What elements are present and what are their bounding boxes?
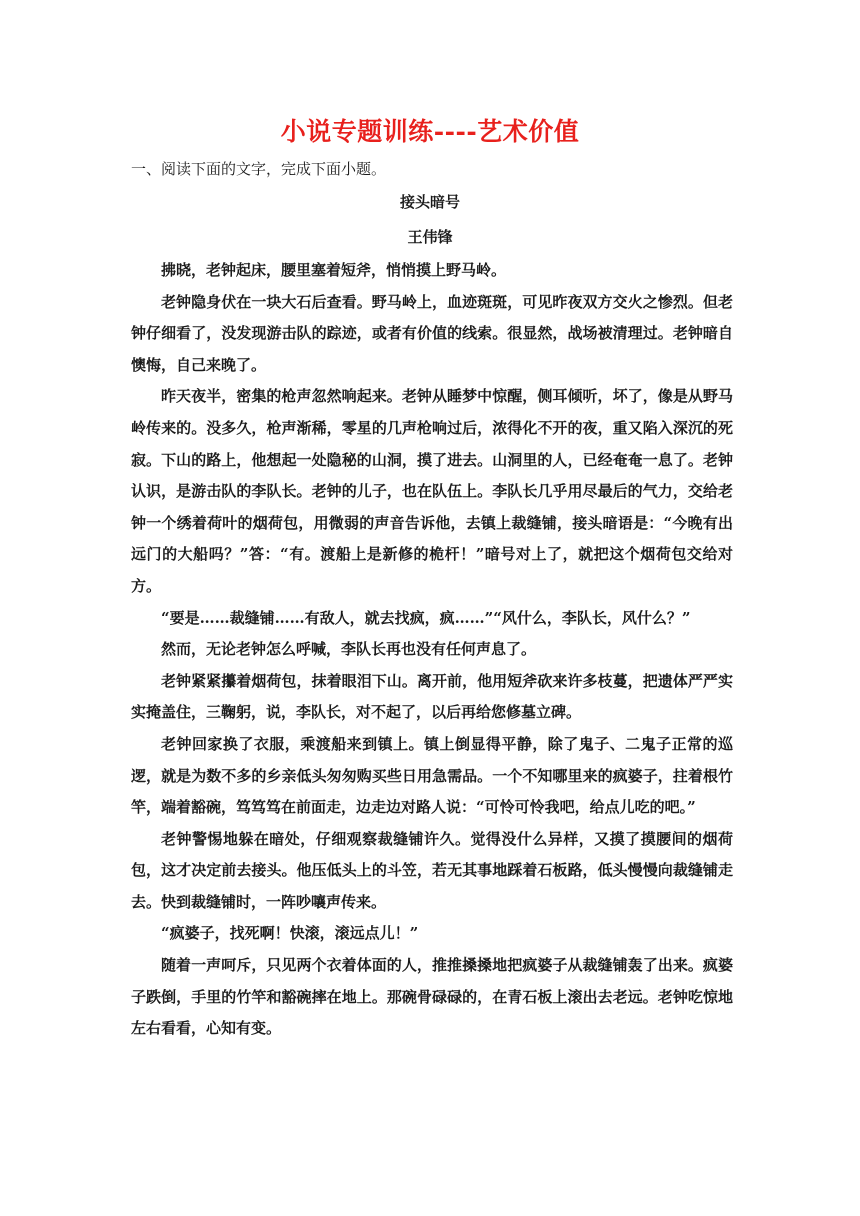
paragraph: 老钟警惕地躲在暗处，仔细观察裁缝铺许久。觉得没什么异样，又摸了摸腰间的烟荷包，这才决定前去接头。他压低头上的斗笠，若无其事地踩着石板路，低头慢慢向裁缝铺走去。快到裁缝铺时，一阵吵嚷声传来。	[131, 829, 733, 911]
story-body	[131, 255, 733, 1045]
document-title: 小说专题训练----艺术价值	[280, 117, 580, 146]
paragraph: “疯婆子，找死啊！快滚，滚远点儿！”	[161, 924, 419, 943]
paragraph: 老钟隐身伏在一块大石后查看。野马岭上，血迹斑斑，可见昨夜双方交火之惨烈。但老钟仔细看了，没发现游击队的踪迹，或者有价值的线索。很显然，战场被清理过。老钟暗自懊悔，自己来晚了。	[131, 292, 733, 374]
paragraph: 老钟回家换了衣服，乘渡船来到镇上。镇上倒显得平静，除了鬼子、二鬼子正常的巡逻，就是为数不多的乡亲低头匆匆购买些日用急需品。一个不知哪里来的疯婆子，拄着根竹竿，端着豁碗，笃笃笃在前面走，边走边对路人说：“可怜可怜我吧，给点儿吃的吧。”	[131, 734, 733, 817]
paragraph: 昨天夜半，密集的枪声忽然响起来。老钟从睡梦中惊醒，侧耳倾听，坏了，像是从野马岭传来的。没多久，枪声渐稀，零星的几声枪响过后，浓得化不开的夜，重又陷入深沉的死寂。下山的路上，他想起一处隐秘的山洞，摸了进去。山洞里的人，已经奄奄一息了。老钟认识，是游击队的李队长。老钟的儿子，也在队伍上。李队长几乎用尽最后的气力，交给老钟一个绣着荷叶的烟荷包，用微弱的声音告诉他，去镇上裁缝铺，接头暗语是：“今晚有出远门的大船吗？”答：“有。渡船上是新修的桅杆！”暗号对上了，就把这个烟荷包交给对方。	[131, 387, 733, 595]
question-heading: 一、阅读下面的文字，完成下面小题。	[131, 160, 387, 178]
paragraph: 拂晓，老钟起床，腰里塞着短斧，悄悄摸上野马岭。	[161, 261, 507, 279]
paragraph: 然而，无论老钟怎么呼喊，李队长再也没有任何声息了。	[161, 640, 537, 659]
paragraph: 随着一声呵斥，只见两个衣着体面的人，推推搡搡地把疯婆子从裁缝铺轰了出来。疯婆子跌倒，手里的竹竿和豁碗摔在地上。那碗骨碌碌的，在青石板上滚出去老远。老钟吃惊地左右看看，心知有变。	[131, 956, 733, 1038]
paragraph: 老钟紧紧攥着烟荷包，抹着眼泪下山。离开前，他用短斧砍来许多枝蔓，把遗体严严实实掩盖住，三鞠躬，说，李队长，对不起了，以后再给您修墓立碑。	[131, 671, 733, 722]
paragraph: “要是……裁缝铺……有敌人，就去找疯，疯……”“风什么，李队长，风什么？”	[161, 608, 691, 627]
story-title: 接头暗号	[399, 193, 460, 211]
story-author: 王伟锋	[407, 228, 453, 246]
